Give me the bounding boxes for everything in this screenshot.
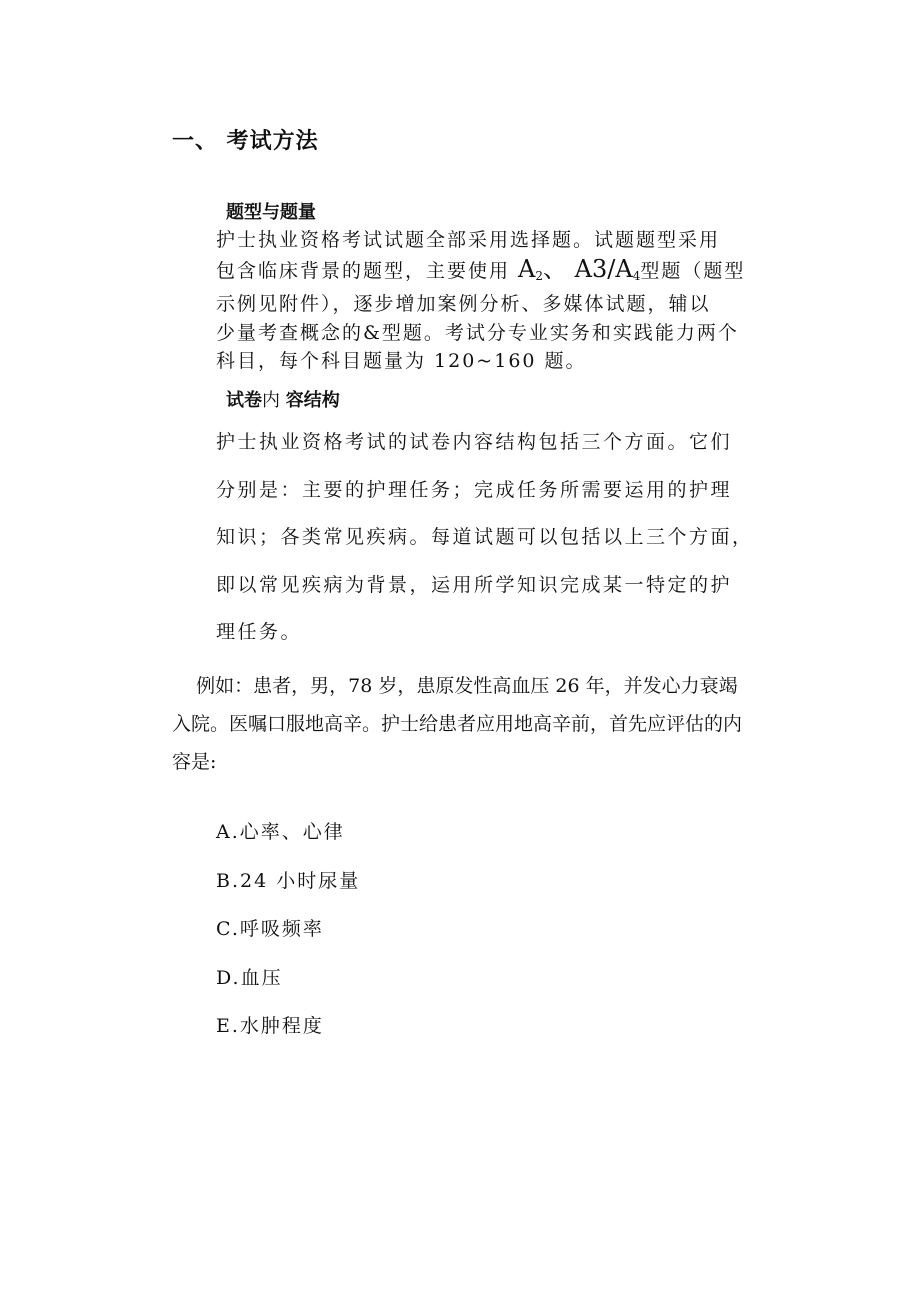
subscript: 2 (535, 268, 544, 283)
paragraph-line: 理任务。 (216, 621, 303, 643)
option-a: A.心率、心律 (216, 821, 345, 843)
option-c: C.呼吸频率 (216, 918, 324, 940)
paragraph-line (216, 290, 786, 319)
paragraph-line (216, 347, 786, 376)
line-text: 科目，每个科目题量为 120~160 题。 (216, 350, 587, 372)
paragraph-line (216, 226, 786, 255)
option-e: E.水肿程度 (216, 1015, 324, 1037)
subscript: 4 (632, 268, 641, 283)
line-text: 少量考查概念的&型题。考试分专业实务和实践能力两个 (216, 321, 739, 344)
type-a3-a4-label (543, 255, 640, 283)
line-text: 包含临床背景的题型，主要使用 (216, 259, 519, 282)
line-text: 示例见附件），逐步增加案例分析、多媒体试题，辅以 (216, 293, 711, 315)
section-title: 一、 考试方法 (172, 129, 319, 154)
paragraph-line (216, 255, 786, 291)
example-line: 例如：患者，男，78 岁，患原发性高血压 26 年，并发心力衰竭 (172, 675, 738, 697)
line-text: 型题（题型 (640, 259, 746, 282)
title-part: 容结构 (285, 390, 340, 411)
subsection-title-question-types: 题型与题量 (226, 202, 316, 223)
content-structure-paragraph (216, 424, 796, 662)
paragraph-line: 护士执业资格考试的试卷内容结构包括三个方面。它们 (216, 431, 733, 453)
example-line: 容是: (172, 751, 217, 773)
type-a2-label (518, 255, 543, 283)
title-part: 内 (262, 390, 286, 411)
line-text: 、 A3/A (543, 254, 633, 283)
option-d: D.血压 (216, 966, 283, 989)
paragraph-line: 分别是：主要的护理任务；完成任务所需要运用的护理 (216, 478, 733, 501)
line-text: 护士执业资格考试试题全部采用选择题。试题题型采用 (216, 229, 721, 251)
question-types-paragraph (216, 226, 786, 376)
option-b: B.24 小时尿量 (216, 869, 361, 892)
paragraph-line (216, 319, 786, 348)
line-text: A (518, 254, 536, 283)
answer-options (216, 814, 360, 1057)
paragraph-line: 知识；各类常见疾病。每道试题可以包括以上三个方面， (216, 526, 754, 548)
example-question (172, 667, 792, 781)
title-part: 试卷 (226, 390, 262, 411)
paragraph-line: 即以常见疾病为背景，运用所学知识完成某一特定的护 (216, 573, 733, 596)
subsection-title-content-structure (226, 386, 340, 412)
example-line: 入院。医嘱口服地高辛。护士给患者应用地高辛前，首先应评估的内 (172, 713, 743, 735)
